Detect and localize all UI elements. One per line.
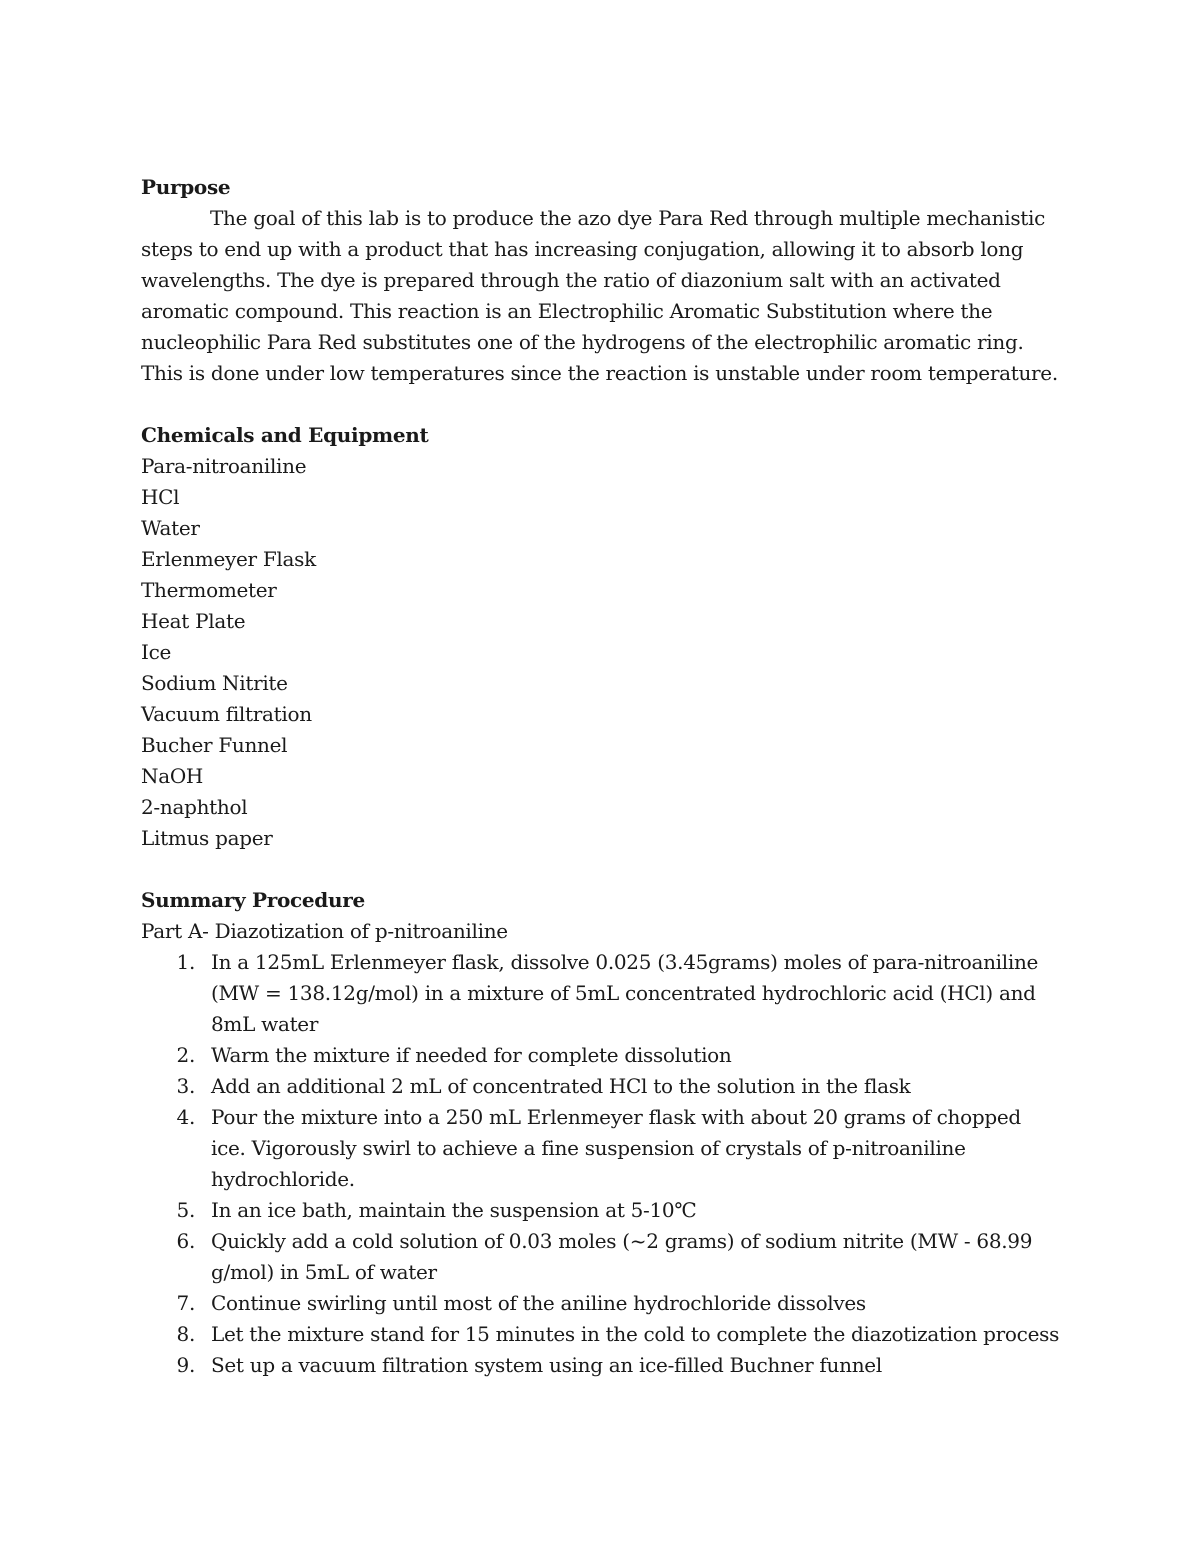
procedure-steps-list xyxy=(141,947,1061,1381)
procedure-step xyxy=(141,1350,1061,1381)
procedure-step xyxy=(141,1195,1061,1226)
step-text: In a 125mL Erlenmeyer flask, dissolve 0.025 (3.45grams) moles of para-nitroaniline (MW = 138.12g/mol) in a mixture of 5mL concentrated hydrochloric acid (HCl) and 8mL water xyxy=(211,950,1039,1036)
list-item: Sodium Nitrite xyxy=(141,671,288,695)
list-item: Thermometer xyxy=(141,578,277,602)
list-item: Ice xyxy=(141,640,172,664)
procedure-step xyxy=(141,947,1061,1040)
step-number: 2. xyxy=(176,1043,195,1067)
step-text: Pour the mixture into a 250 mL Erlenmeyer flask with about 20 grams of chopped ice. Vigorously swirl to achieve a fine suspension of crystals of p-nitroaniline hydrochloride. xyxy=(211,1105,1021,1191)
step-text: Set up a vacuum filtration system using an ice-filled Buchner funnel xyxy=(211,1353,882,1377)
chemicals-heading: Chemicals and Equipment xyxy=(141,423,429,447)
procedure-step xyxy=(141,1226,1061,1288)
step-text: In an ice bath, maintain the suspension at 5-10℃ xyxy=(211,1198,697,1222)
procedure-heading: Summary Procedure xyxy=(141,888,365,912)
purpose-heading: Purpose xyxy=(141,175,231,199)
procedure-step xyxy=(141,1102,1061,1195)
purpose-paragraph: The goal of this lab is to produce the azo dye Para Red through multiple mechanistic steps to end up with a product that has increasing conjugation, allowing it to absorb long wavelengths. The dye is prepared through the ratio of diazonium salt with an activated aromatic compound. This reaction is an Electrophilic Aromatic Substitution where the nucleophilic Para Red substitutes one of the hydrogens of the electrophilic aromatic ring. This is done under low temperatures since the reaction is unstable under room temperature. xyxy=(141,206,1058,385)
step-number: 4. xyxy=(176,1105,195,1129)
step-number: 9. xyxy=(176,1353,195,1377)
step-text: Warm the mixture if needed for complete dissolution xyxy=(211,1043,732,1067)
list-item: HCl xyxy=(141,485,180,509)
list-item: 2-naphthol xyxy=(141,795,248,819)
list-item: Para-nitroaniline xyxy=(141,454,307,478)
step-text: Let the mixture stand for 15 minutes in the cold to complete the diazotization process xyxy=(211,1322,1060,1346)
section-gap xyxy=(141,389,1061,420)
chemicals-list xyxy=(141,451,1061,854)
step-text: Quickly add a cold solution of 0.03 moles (~2 grams) of sodium nitrite (MW - 68.99 g/mol) in 5mL of water xyxy=(211,1229,1033,1284)
list-item: Bucher Funnel xyxy=(141,733,288,757)
step-number: 5. xyxy=(176,1198,195,1222)
list-item: NaOH xyxy=(141,764,204,788)
part-a-title: Part A- Diazotization of p-nitroaniline xyxy=(141,919,508,943)
list-item: Heat Plate xyxy=(141,609,246,633)
list-item: Vacuum filtration xyxy=(141,702,312,726)
list-item: Erlenmeyer Flask xyxy=(141,547,316,571)
step-number: 3. xyxy=(176,1074,195,1098)
procedure-step xyxy=(141,1071,1061,1102)
list-item: Water xyxy=(141,516,200,540)
procedure-step xyxy=(141,1288,1061,1319)
document-page xyxy=(141,172,1061,1381)
list-item: Litmus paper xyxy=(141,826,273,850)
step-text: Add an additional 2 mL of concentrated HCl to the solution in the flask xyxy=(211,1074,911,1098)
step-number: 6. xyxy=(176,1229,195,1253)
procedure-step xyxy=(141,1040,1061,1071)
section-gap xyxy=(141,854,1061,885)
step-number: 1. xyxy=(176,950,195,974)
step-number: 8. xyxy=(176,1322,195,1346)
step-number: 7. xyxy=(176,1291,195,1315)
step-text: Continue swirling until most of the aniline hydrochloride dissolves xyxy=(211,1291,866,1315)
procedure-step xyxy=(141,1319,1061,1350)
